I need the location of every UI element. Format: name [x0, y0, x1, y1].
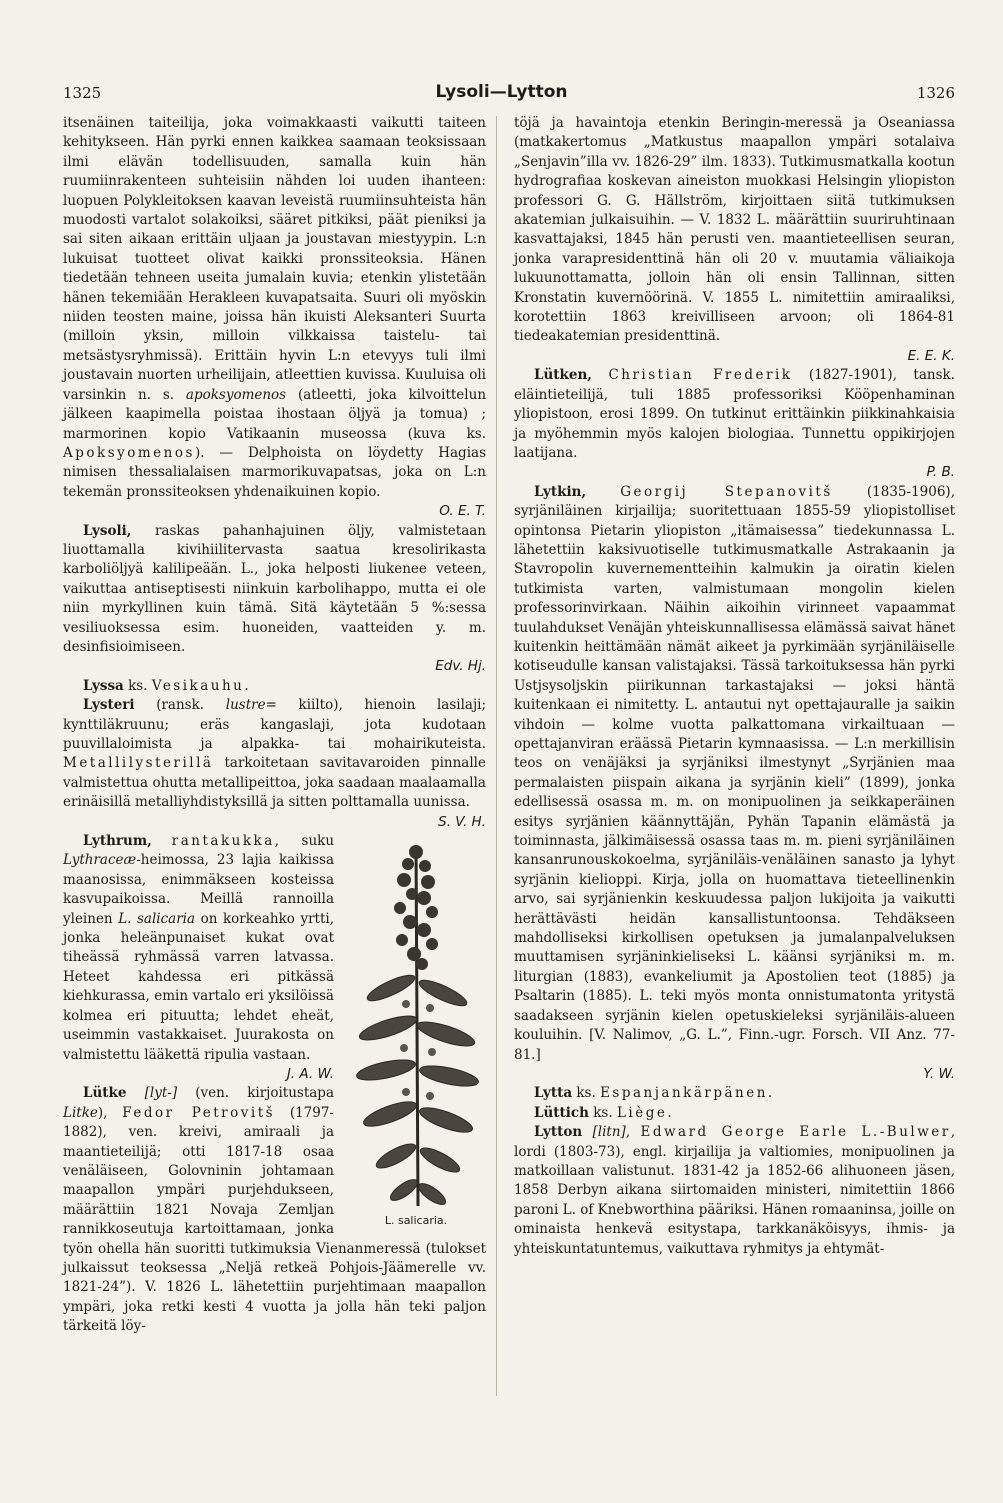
signature: S. V. H.: [438, 813, 486, 830]
entry-lytton: Lytton [litn], Edward George Earle L.-Bulwer, lordi (1803-73), engl. kirjailija ja valtiomies, monipuolinen ja matkoillaan valistunut. 1831-42 ja 1852-66 alihuoneen jäsen, 1858 Derbyn aikana siirtomaiden ministeri, nimitettiin 1866 paroni L. of Knebworthina pääriksi. Hänen romaaninsa, joille on ominaista henkevä esitystapa, tarkkanäköisyys, ihmis- ja yhteiskuntatuntemus, vaikuttava ryhmitys ja ehtymät-: [514, 1124, 955, 1257]
running-title: Lysoli—Lytton: [435, 82, 568, 102]
entry-lysippos-continued: itsenäinen taiteilija, joka voimakkaasti vaikutti taiteen kehitykseen. Hän pyrki ennen kaikkea saamaan teoksissaan ilmi elävän todellisuuden, samalla kuin hän ruumiinrakenteen suhteisiin nähden loi uuden ihanteen: luopuen Polykleitoksen kaavan leveistä ruumiinsuhteista hän muodosti vartalot solakoiksi, sääret pitkiksi, päät pieniksi ja sai siten aikaan erittäin uljaan ja joustavan miestyypin. L:n lukuisat tuotteet olivat kaikki pronssiteoksia. Hänen tiedetään tehneen useita jumalain kuvia; etenkin ylistetään hänen tekemiään Herakleen kuvapatsaita. Suuri oli myöskin niiden teosten maine, joissa hän ikuisti Aleksanteri Suurta (milloin yksin, milloin vilkkaissa taistelu- tai metsästysryhmissä). Erittäin hyvin L:n etevyys tuli ilmi joustavain nuorten urheilijain, atleettien kuvissa. Kuuluisa oli varsinkin n. s. apoksyomenos (atleetti, joka kilvoittelun jälkeen kaapimella poistaa ihostaan öljyä ja tomua) ; marmorinen kopio Vatikaanin museossa (kuva ks. Apoksyomenos). — Delphoista on löydetty Hagias nimisen thessalialaisen marmorikuvapatsas, joka on L:n tekemän pronssiteoksen yhdenaikuinen kopio. O. E. T.: [63, 114, 486, 522]
entry-lutken: Lütken, Christian Frederik (1827-1901), tansk. eläintieteilijä, tuli 1885 professoriksi Kööpenhaminan yliopistoon, erosi 1899. On tutkinut erittäinkin piikkinahkaisia ja myöhemmin myös kalojen biologiaa. Tunnettu oppikirjojen laatijana. P. B.: [514, 366, 955, 482]
page-number-right: 1326: [916, 84, 955, 102]
signature: J. A. W.: [286, 1065, 334, 1082]
page-number-left: 1325: [63, 84, 102, 102]
signature: E. E. K.: [907, 347, 955, 364]
entry-lutke: Lütke [lyt-] (ven. kirjoitustapa Litke), Fedor Petrovitš (1797-1882), ven. kreivi, amiraali ja maantieteilijä; otti 1817-18 osaa venäläiseen, Golovninin johtamaan maapallon ympäri purjehdukseen, määrättiin 1821 Novaja Zemljan rannikkoseutuja kartoittamaan, jonka työn ohella hän suoritti tutkimuksia Vienanmeressä (tulokset julkaissut teoksessa „Neljä retkeä Pohjois-Jäämerelle vv. 1821-24”). V. 1826 L. lähetettiin purjehtimaan maapallon ympäri, joka retki kesti 4 vuotta ja jolla hän teki paljon tärkeitä löy-: [63, 1085, 486, 1335]
signature: O. E. T.: [439, 503, 486, 520]
entry-lytta: Lytta ks. Espanjankärpänen.: [534, 1085, 775, 1102]
page-header: [0, 84, 1003, 108]
entry-lytkin: Lytkin, Georgij Stepanovitš (1835-1906), syrjäniläinen kirjailija; suoritettuaan 1855-59 yliopistolliset opintonsa Pietarin yliopiston „itämaisessa” tiedekunnassa L. lähetettiin kaksivuotiselle tutkimusmatkalle Astrakaanin ja Stavropolin kuvernementteihin kalmukin ja oiratin kielen tutkimista varten, valmistumaan mongolin kielen professorinvirkaan. Näihin aikoihin virinneet vapaammat tuulahdukset Venäjän yhteiskunnallisessa elämässä saivat hänet kuitenkin heittämään nämät aikeet ja pyrkimään syrjäniläiselle kotiseudulle kansan valistajaksi. Tässä tarkoituksessa hän pyrki Ustjsysoljskin piirikunnan tarkastajaksi — joksi häntä kuitenkaan ei nimitetty. L. antautui nyt opettajauralle ja saikin vihdoin — kolme vuotta palkattomana virkailtuaan — opettajanviran eräässä Pietarin kymnaasissa. — L:n merkillisin teos on venäjäksi ja syrjäniksi ilmestynyt „Syrjänien maa permalaisten piispain aikana ja syrjänin kieli” (1899), jonka edellisessä osassa m. m. on monipuolinen ja seikkaperäinen esitys syrjänien käännyttäjän, Pyhän Tapanin elämästä ja toiminnasta, jälkimäisessä osassa taas m. m. pieni syrjäniläinen kansanrunouskokoelma, syrjäniläis-venäläinen sanasto ja lyhyt syrjänin kielioppi. Kirja, jolla on huomattava tieteellinenkin arvo, sai syrjänienkin keskuudessa paljon lukijoita ja vaikutti herättävästi heidän kansallistuntoonsa. Tehdäkseen mahdolliseksi kirkollisen opetuksen ja jumalanpalveluksen muuttamisen syrjäninkieliseksi L. käänsi syrjäniksi m. m. liturgian (1883), evankeliumit ja Apostolien teot (1885) ja Psaltarin (1885). L. teki myös monta onnistumatonta yritystä saadakseen syrjänin kielen opetuskieleksi syrjäniläis-alueen kouluihin. [V. Nalimov, „G. L.”, Finn.-ugr. Forsch. VII Anz. 77-81.] Y. W.: [514, 483, 955, 1085]
signature: Edv. Hj.: [435, 658, 486, 675]
figure-caption: L. salicaria.: [384, 1213, 448, 1227]
entry-lysoli: Lysoli, raskas pahanhajuinen öljy, valmistetaan liuottamalla kivihiilitervasta saatua kresolirikasta karboliöljyä kalilipeään. L., joka helposti liukenee veteen, vaikuttaa antiseptisesti niinkuin karbolihappo, mutta ei ole niin myrkyllinen kuin tämä. Sitä käytetään 5 %:sessa vesiliuoksessa esim. huoneiden, vaatteiden y. m. desinfisioimiseen. Edv. Hj.: [63, 522, 486, 677]
cross-reference: Espanjankärpänen.: [600, 1085, 775, 1102]
lythrum-salicaria-illustration: [346, 838, 486, 1230]
signature: P. B.: [926, 464, 955, 481]
entry-lysteri: Lysteri (ransk. lustre= kiilto), hienoin lasilaji; kynttiläkruunu; eräs kangaslaji, jota kudotaan puuvillaloimista ja alpakka- tai mohairikuteista. Metallilysterillä tarkoitetaan savitavaroiden pinnalle valmistettua ohutta metallipeittoa, joka saadaan maalaamalla erinäisillä metalliyhdistyksillä ja sitten polttamalla uunissa. S. V. H.: [63, 696, 486, 832]
entry-lutke-continued: töjä ja havaintoja etenkin Beringin-meressä ja Oseaniassa (matkakertomus „Matkustus maapallon ympäri sotalaiva „Senjavin”illa vv. 1826-29” ilm. 1833). Tutkimusmatkalla kootun hydrografiaa koskevan aineiston muokkasi Helsingin yliopiston professori G. G. Hällström, kirjoittaen siitä tutkimuksen akatemian julkaisuihin. — V. 1832 L. määrättiin suuriruhtinaan kasvattajaksi, 1845 hän perusti ven. maantieteellisen seuran, jonka varapresidenttinä hän oli 20 v. muutamia väliaikoja lukuunottamatta, jolloin hän oli ensin Tallinnan, sitten Kronstatin kuvernöörinä. V. 1855 L. nimitettiin amiraaliksi, korotettiin 1863 kreivilliseen arvoon; oli 1864-81 tiedeakatemian presidenttinä. E. E. K.: [514, 114, 955, 366]
column-divider: [496, 116, 497, 1396]
left-column: [63, 114, 486, 1337]
entry-lythrum: Lythrum, rantakukka, suku Lythraceæ-heimossa, 23 lajia kaikissa maanosissa, enimmäkseen kosteissa kasvupaikoissa. Meillä rannoilla yleinen L. salicaria on korkeahko yrtti, jonka heleänpunaiset kukat ovat tiheässä ryhmässä varren latvassa. Heteet kahdessa eri pitkässä kiehkurassa, emin vartalo eri yksilöissä kolmea eri pituutta; lehdet eheät, useimmin vastakkaiset. Juurakosta on valmistettu lääkettä ripulia vastaan. J. A. W.: [63, 832, 486, 1084]
signature: Y. W.: [923, 1065, 955, 1082]
right-column: [514, 114, 955, 1259]
cross-reference: Liège.: [616, 1104, 675, 1121]
cross-reference: Vesikauhu.: [151, 677, 252, 694]
entry-lyssa: Lyssa ks. Vesikauhu.: [83, 677, 252, 694]
entry-luttich: Lüttich ks. Liège.: [534, 1104, 675, 1121]
plant-engraving: [346, 838, 486, 1210]
